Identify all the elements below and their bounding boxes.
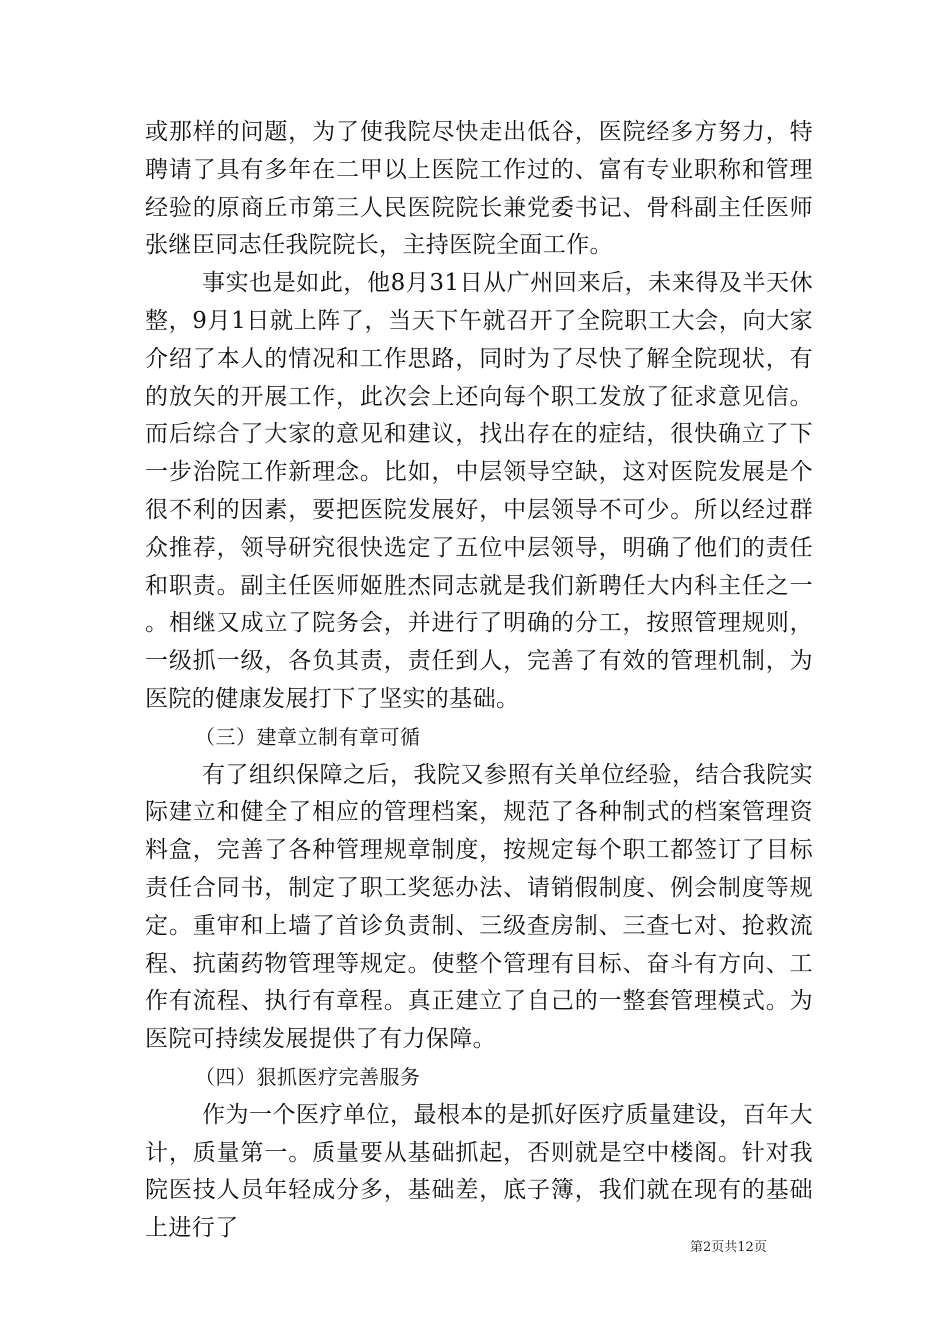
- section-heading-four: （四）狠抓医疗完善服务: [195, 1064, 421, 1089]
- paragraph-rules-system: 有了组织保障之后，我院又参照有关单位经验，结合我院实际建立和健全了相应的管理档案，规范了各种制式的档案管理资料盒，完善了各种管理规章制度，按规定每个职工都签订了目标责任合同书，制定了职工奖惩办法、请销假制度、例会制度等规定。重审和上墙了首诊负责制、三级查房制、三查七对、抢救流程、抗菌药物管理等规定。使整个管理有目标、奋斗有方向、工作有流程、执行有章程。真正建立了自己的一整套管理模式。为医院可持续发展提供了有力保障。: [145, 761, 813, 1053]
- paragraph-continuation: 或那样的问题，为了使我院尽快走出低谷，医院经多方努力，特聘请了具有多年在二甲以上医院工作过的、富有专业职称和管理经验的原商丘市第三人民医院院长兼党委书记、骨科副主任医师张继臣同志任我院院长，主持医院全面工作。: [145, 119, 813, 259]
- page-number-footer: 第2页共12页: [690, 1240, 767, 1255]
- section-heading-three: （三）建章立制有章可循: [195, 724, 421, 749]
- paragraph-medical-quality: 作为一个医疗单位，最根本的是抓好医疗质量建设，百年大计，质量第一。质量要从基础抓起，否则就是空中楼阁。针对我院医技人员年轻成分多，基础差，底子簿，我们就在现有的基础上进行了: [145, 1101, 813, 1242]
- document-body: [145, 114, 813, 1248]
- paragraph-president-arrival: 事实也是如此，他8月31日从广州回来后，未来得及半天休整，9月1日就上阵了，当天下午就召开了全院职工大会，向大家介绍了本人的情况和工作思路，同时为了尽快了解全院现状，有的放矢的开展工作，此次会上还向每个职工发放了征求意见信。而后综合了大家的意见和建议，找出存在的症结，很快确立了下一步治院工作新理念。比如，中层领导空缺，这对医院发展是个很不利的因素，要把医院发展好，中层领导不可少。所以经过群众推荐，领导研究很快选定了五位中层领导，明确了他们的责任和职责。副主任医师姬胜杰同志就是我们新聘任大内科主任之一。相继又成立了院务会，并进行了明确的分工，按照管理规则，一级抓一级，各负其责，责任到人，完善了有效的管理机制，为医院的健康发展打下了坚实的基础。: [145, 270, 813, 712]
